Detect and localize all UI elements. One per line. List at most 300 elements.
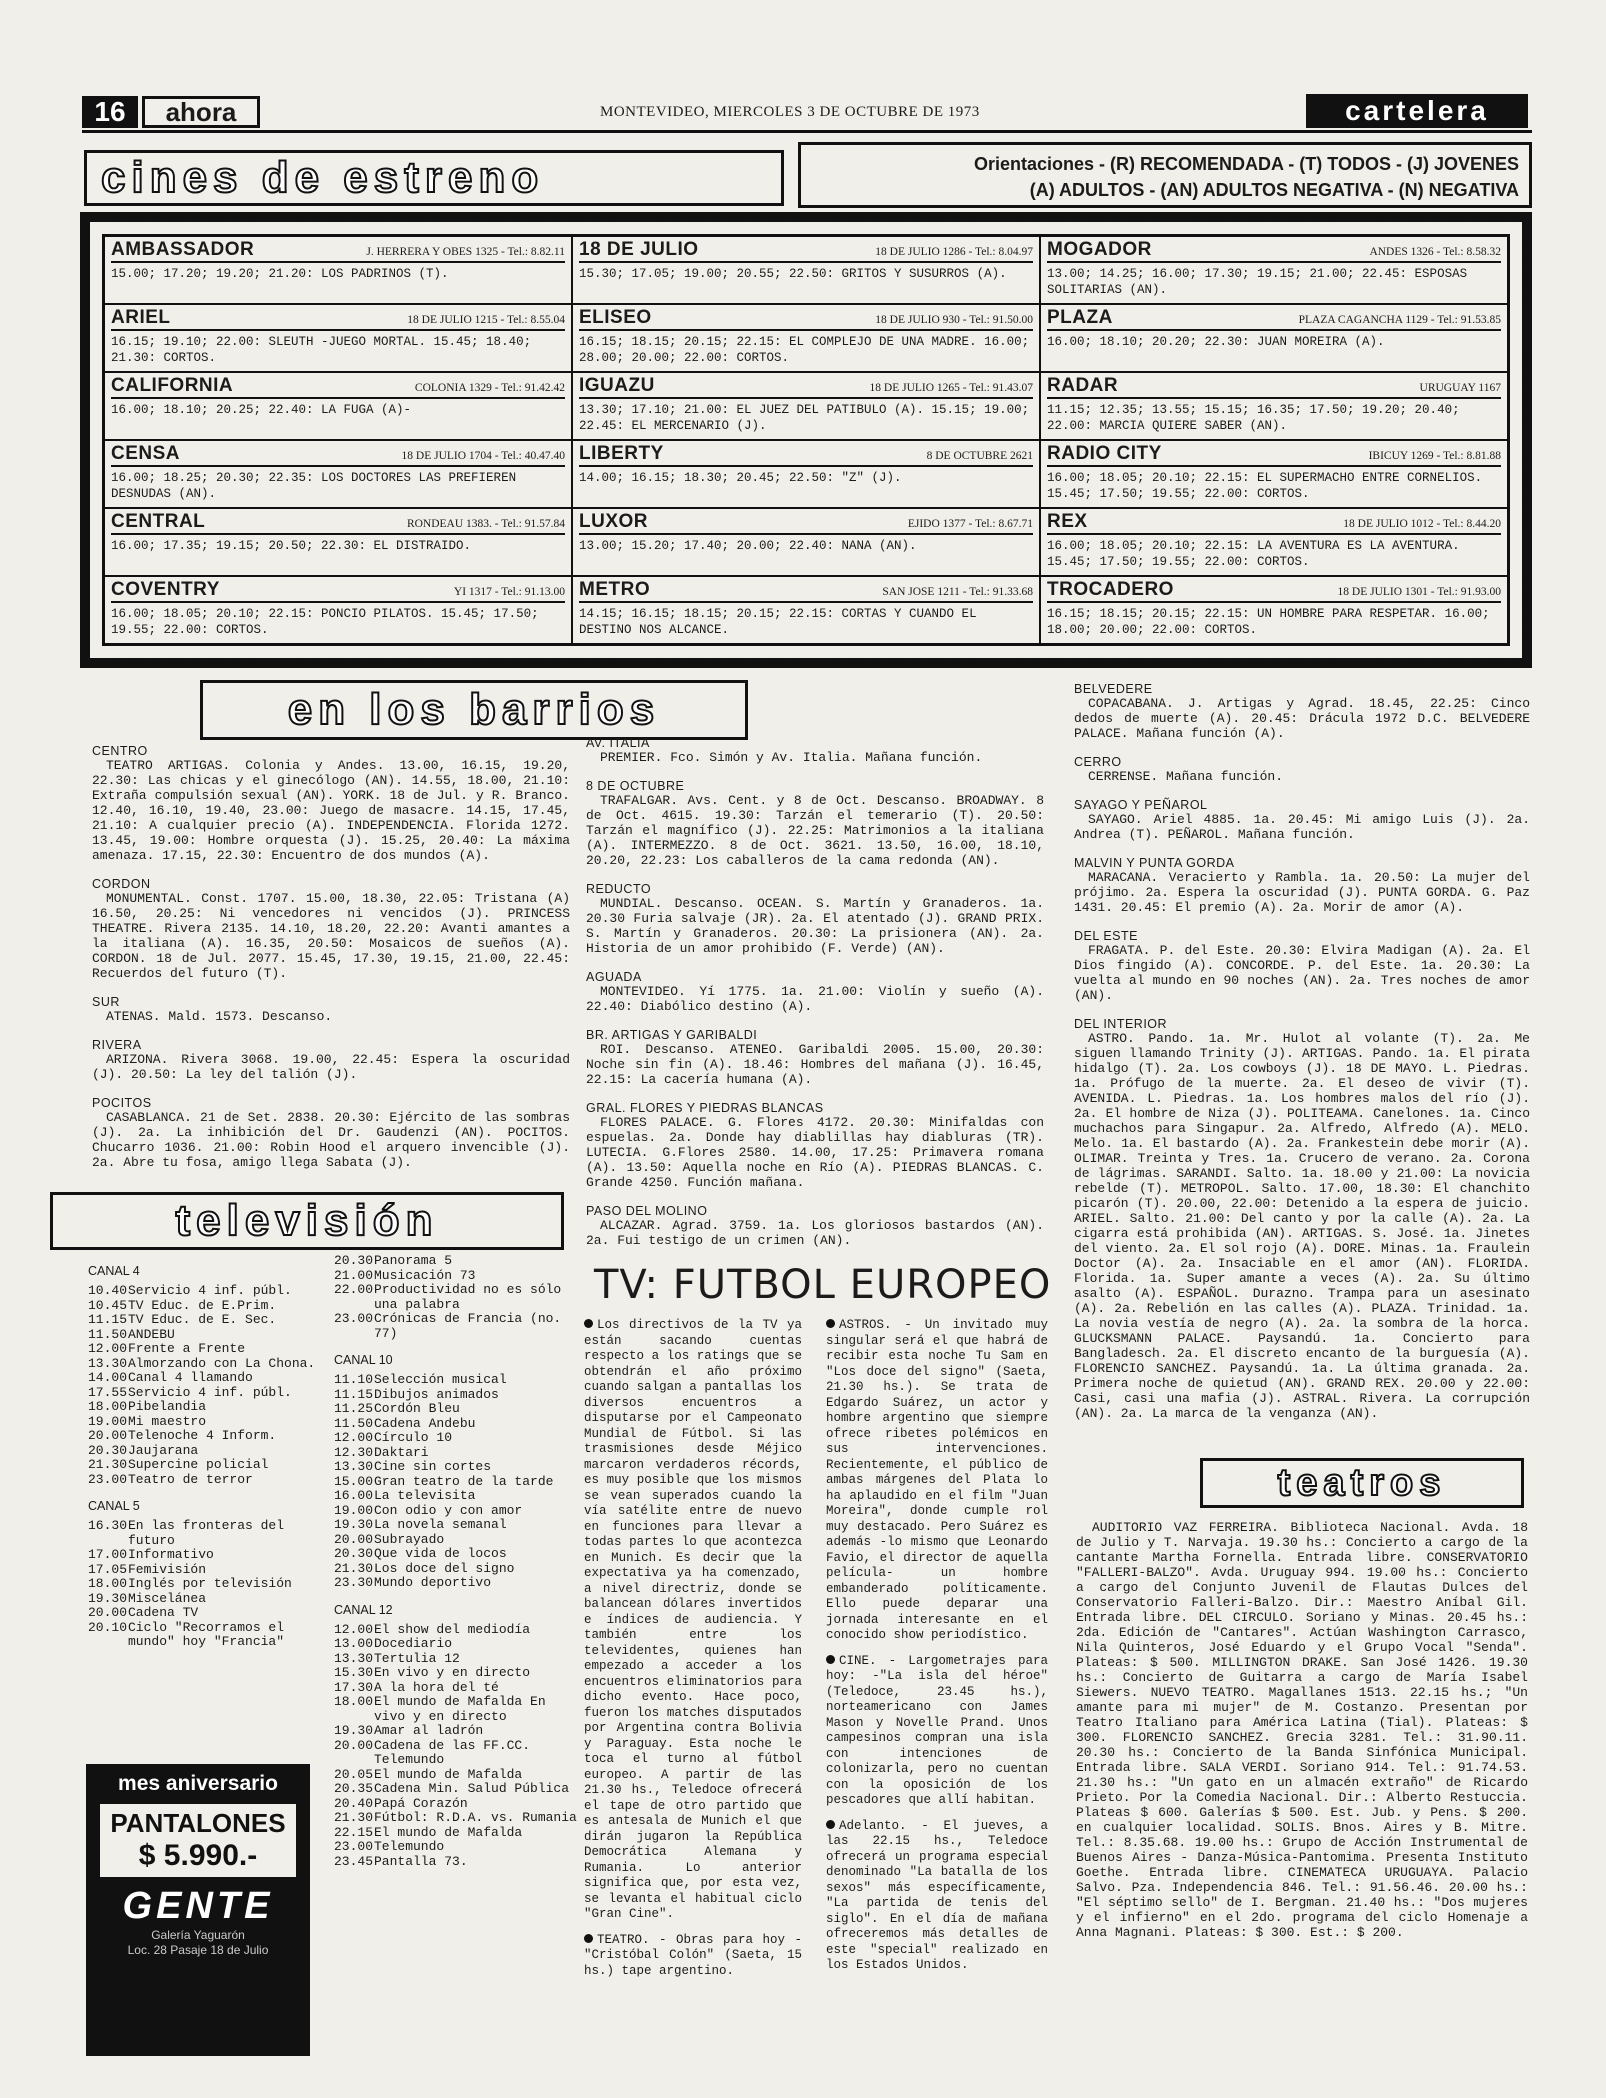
tv-time: 11.25 <box>334 1401 374 1416</box>
tv-program: ANDEBU <box>128 1326 175 1342</box>
ad-brand-logo: GENTE <box>122 1885 274 1927</box>
tv-program: Cadena Min. Salud Pública <box>374 1781 570 1796</box>
tv-schedule-row <box>88 1415 324 1430</box>
cinema-cell <box>104 576 572 644</box>
tv-program: Papá Corazón <box>374 1795 468 1811</box>
district-heading: AGUADA <box>586 970 642 984</box>
district-heading: DEL INTERIOR <box>1074 1017 1168 1031</box>
cinema-showtimes: 16.15; 18.15; 20.15; 22.15: EL COMPLEJO DE UNA MADRE. 16.00; 28.00; 20.00; 22.00: CORTOS. <box>579 335 1030 365</box>
tv-time: 13.30 <box>334 1650 374 1666</box>
tv-time: 21.00 <box>334 1267 374 1283</box>
tv-schedule-row <box>88 1458 324 1473</box>
orientaciones-line: Orientaciones - (R) RECOMENDADA - (T) TODOS - (J) JOVENES <box>973 154 1519 174</box>
tv-time: 19.00 <box>88 1413 128 1429</box>
cinema-address: IBICUY 1269 - Tel.: 8.81.88 <box>1368 450 1501 462</box>
cinema-cell <box>572 576 1040 644</box>
district-heading: RIVERA <box>92 1038 142 1052</box>
tv-time: 16.00 <box>334 1488 374 1503</box>
tv-time: 17.05 <box>88 1561 128 1577</box>
tv-program: Amar al ladrón <box>374 1723 484 1738</box>
cinema-name: ARIEL <box>111 307 171 328</box>
district-heading: SAYAGO Y PEÑAROL <box>1074 798 1208 812</box>
cinema-cell <box>104 372 572 440</box>
tv-schedule-row <box>88 1400 324 1415</box>
teatros-listing: AUDITORIO VAZ FERREIRA. Biblioteca Nacional. Avda. 18 de Julio y T. Narvaja. 19.30 hs.: Concierto a cargo de la cantante Martha Fornella. Entrada libre. CONSERVATORIO "FALLERI-BALZO". Avda. Uruguay 994. 19.00 hs.: Concierto a cargo del Conjunto Juvenil de Flautas Dulces del Conservatorio Falleri-Balzo. Dir.: Maestro Aníbal Gil. Entrada libre. DEL CIRCULO. Soriano y Minas. 20.45 hs.: 2da. Edición de "Cantares". Actúan Washington Carrasco, Nila Quinteros, José Eduardo y el Grupo Vocal "Senda". Plateas: $ 500. MILLINGTON DRAKE. San José 1426. 19.30 hs.: Concierto de Guitarra a cargo de María Isabel Siewers. NUEVO TEATRO. Magallanes 1513. 22.15 hs.; "Un amante para mi mujer" de M. Costanzo. Presentan por Teatro Italiano para América Latina (Tial). Plateas: $ 300. FLORENCIO SANCHEZ. Grecia 3281. Tel.: 31.90.11. 20.30 hs.: Concierto de la Banda Sinfónica Municipal. Entrada libre. SALA VERDI. Soriano 914. Tel.: 91.74.53. 21.30 hs.: "Un gato en un almacén extraño" de Ricardo Prieto. Por la Comedia Nacional. Dir.: Alberto Restuccia. Plateas $ 600. Galerías $ 500. Est. Jub. y Pens. $ 200. en cualquier localidad. SOLIS. Bnos. Aires y B. Mitre. Tel.: 8.35.68. 19.00 hs.: Grupo de Acción Instrumental de Buenos Aires - Danza-Música-Pantomima. Presenta Instituto Goethe. Entrada libre. CINEMATECA URUGUAYA. Palacio Salvo. Pza. Independencia 846. Tel.: 91.56.46. 20.00 hs.: "El séptimo sello" de I. Bergman. 21.40 hs.: "Dos mujeres y el infierno" en el 2do. programa del ciclo Homenaje a Anna Magnani. Plateas: $ 300. Est.: $ 200. <box>1076 1520 1528 1940</box>
tv-channel-heading: CANAL 10 <box>334 1353 393 1367</box>
tv-time: 21.30 <box>334 1560 374 1576</box>
cinema-name: CALIFORNIA <box>111 375 234 396</box>
tv-program: Teatro de terror <box>128 1471 253 1487</box>
district-listing: MONUMENTAL. Const. 1707. 15.00, 18.30, 22.05: Tristana (A) 16.50, 20.25: Ni vencedores ni vencidos (J). PRINCESS THEATRE. Rivera 2135. 14.10, 18.20, 22.20: Avanti amantes a la italiana (A). 16.35, 20.50: Mosaicos de sueños (A). CORDON. 18 de Jul. 2077. 15.45, 17.30, 19.15, 21.00, 22.45: Recuerdos del futuro (T). <box>92 891 570 981</box>
tv-time: 23.00 <box>334 1311 374 1326</box>
tv-schedule-row <box>334 1475 578 1490</box>
tv-schedule-row <box>334 1782 578 1797</box>
tv-program: Cadena TV <box>128 1605 199 1620</box>
cinema-showtimes: 16.00; 18.05; 20.10; 22.15: EL SUPERMACHO ENTRE CORNELIOS. 15.45; 17.50; 19.55; 22.00: CORTOS. <box>1047 471 1483 501</box>
district-listing: MONTEVIDEO. Yí 1775. 1a. 21.00: Violín y sueño (A). 22.40: Diabólico destino (A). <box>586 984 1044 1014</box>
cinema-address: COLONIA 1329 - Tel.: 91.42.42 <box>414 382 565 394</box>
tv-time: 13.30 <box>88 1355 128 1371</box>
tv-program: Productividad no es sólo una palabra <box>374 1282 562 1312</box>
district-heading: BELVEDERE <box>1074 682 1153 696</box>
tv-schedule-row <box>334 1489 578 1504</box>
tv-time: 17.55 <box>88 1384 128 1400</box>
tv-program: Cadena Andebu <box>374 1415 476 1431</box>
tv-time: 13.30 <box>334 1459 374 1474</box>
tv-time: 23.00 <box>334 1839 374 1854</box>
news-text: TEATRO. - Obras para hoy -"Cristóbal Colón" (Saeta, 15 hs.) tape argentino. <box>584 1932 802 1978</box>
news-paragraph <box>584 1933 802 1980</box>
tv-schedule-row <box>334 1504 578 1519</box>
tv-time: 11.15 <box>334 1386 374 1402</box>
cinema-address: YI 1317 - Tel.: 91.13.00 <box>453 586 565 598</box>
district-listing: FLORES PALACE. G. Flores 4172. 20.30: Minifaldas con espuelas. 2a. Donde hay diablillas hay diabluras (TR). LUTECIA. G.Flores 2580. 14.00, 17.25: Primavera romana (A). 13.50: Aquella noche en Río (A). PIEDRAS BLANCAS. C. Grande 4250. Función mañana. <box>586 1115 1044 1190</box>
tv-time: 20.40 <box>334 1795 374 1811</box>
tv-program: TV Educ. de E.Prim. <box>128 1297 277 1313</box>
tv-time: 20.30 <box>334 1253 374 1268</box>
news-paragraph <box>584 1318 802 1923</box>
tv-schedule-row <box>88 1371 324 1386</box>
tv-program: Cine sin cortes <box>374 1459 492 1474</box>
tv-time: 19.30 <box>88 1590 128 1606</box>
cinema-showtimes: 11.15; 12.35; 13.55; 15.15; 16.35; 17.50; 19.20; 20.40; 22.00: MARCIA QUIERE SABER (AN). <box>1047 403 1460 433</box>
district-heading: DEL ESTE <box>1074 929 1138 943</box>
district-listing: FRAGATA. P. del Este. 20.30: Elvira Madigan (A). 2a. El Dios fingido (A). CONCORDE. P. del Este. 1a. 20.30: La vuelta al mundo en 90 noches (AN). 2a. Tres noches de amor (AN). <box>1074 943 1530 1003</box>
cinema-showtimes: 15.30; 17.05; 19.00; 20.55; 22.50: GRITOS Y SUSURROS (A). <box>579 267 1007 281</box>
tv-time: 15.30 <box>334 1665 374 1680</box>
cinema-cell <box>104 304 572 372</box>
tv-program: El mundo de Mafalda En vivo y en directo <box>374 1694 546 1724</box>
tv-program: Femivisión <box>128 1561 207 1577</box>
ad-location <box>86 1928 310 1958</box>
ad-headline: mes aniversario <box>118 1772 278 1795</box>
tv-program: Fútbol: R.D.A. vs. Rumania <box>374 1810 577 1825</box>
district-listing: TEATRO ARTIGAS. Colonia y Andes. 13.00, 16.15, 19.20, 22.30: Las chicas y el ginecólogo (AN). 14.55, 18.00, 21.10: Extraña compulsión sexual (AN). YORK. 18 de Jul. y R. Branco. 12.40, 16.10, 19.40, 23.00: Juego de masacre. 14.15, 17.45, 21.10: A cualquier precio (A). INDEPENDENCIA. Florida 1272. 13.45, 19.00: Hombre orquesta (J). 15.25, 20.40: La máxima amenaza. 17.15, 22.30: Encuentro de dos mundos (A). <box>92 758 570 863</box>
cinema-cell <box>572 440 1040 508</box>
cinema-address: PLAZA CAGANCHA 1129 - Tel.: 91.53.85 <box>1298 314 1501 326</box>
tv-program: Subrayado <box>374 1531 445 1547</box>
tv-schedule-row <box>334 1402 578 1417</box>
bullet-icon <box>584 1934 593 1943</box>
cinema-cell-head <box>1047 579 1501 603</box>
cinema-cell <box>572 304 1040 372</box>
cinema-address: URUGUAY 1167 <box>1419 382 1501 394</box>
tv-time: 20.05 <box>334 1766 374 1782</box>
tv-schedule-row <box>88 1429 324 1444</box>
district-listing: TRAFALGAR. Avs. Cent. y 8 de Oct. Descanso. BROADWAY. 8 de Oct. 4615. 19.30: Tarzán el temerario (T). 20.50: Tarzán el magnífico (J). 22.25: Matrimonios a la italiana (A). INTERMEZZO. 8 de Oct. 3621. 13.50, 16.00, 18.10, 20.20, 22.23: Los caballeros de la cama redonda (AN). <box>586 793 1044 868</box>
cinema-cell <box>1040 372 1508 440</box>
dateline: MONTEVIDEO, MIERCOLES 3 DE OCTUBRE DE 1973 <box>600 104 980 120</box>
tv-schedule-row <box>334 1739 578 1768</box>
tv-program: Que vida de locos <box>374 1546 507 1561</box>
district-heading: AV. ITALIA <box>586 736 650 750</box>
cinema-listing-grid <box>80 212 1532 668</box>
futbol-column <box>826 1318 1048 1984</box>
tv-schedule-row <box>88 1357 324 1372</box>
tv-time: 20.10 <box>88 1619 128 1635</box>
district-listing: CERRENSE. Mañana función. <box>1088 769 1284 784</box>
tv-schedule-row <box>88 1563 324 1578</box>
tv-schedule-row <box>334 1431 578 1446</box>
cinema-cell-head <box>111 579 565 603</box>
tv-time: 11.50 <box>88 1326 128 1342</box>
tv-program: Cordón Bleu <box>374 1401 460 1416</box>
cinema-cell <box>1040 440 1508 508</box>
cinema-address: J. HERRERA Y OBES 1325 - Tel.: 8.82.11 <box>366 246 565 258</box>
bullet-icon <box>584 1319 593 1328</box>
district-heading: CORDON <box>92 877 151 891</box>
cinema-cell-head <box>1047 239 1501 263</box>
cinema-address: SAN JOSE 1211 - Tel.: 91.33.68 <box>882 586 1033 598</box>
tv-program: Telemundo <box>374 1839 445 1854</box>
district-listing: ATENAS. Mald. 1573. Descanso. <box>106 1009 333 1024</box>
cinema-name: METRO <box>579 579 651 600</box>
tv-program: Inglés por televisión <box>128 1576 292 1591</box>
cinema-cell-head <box>1047 511 1501 535</box>
estreno-heading: cines de estreno <box>84 150 784 206</box>
tv-program: Docediario <box>374 1636 453 1651</box>
futbol-heading: TV: FUTBOL EUROPEO <box>594 1262 1052 1308</box>
tv-time: 18.00 <box>88 1576 128 1591</box>
tv-time: 11.15 <box>88 1312 128 1327</box>
district-listing: PREMIER. Fco. Simón y Av. Italia. Mañana función. <box>600 750 983 765</box>
tv-channel-heading: CANAL 12 <box>334 1602 393 1617</box>
gente-advertisement <box>86 1764 310 2056</box>
cinema-showtimes: 16.15; 18.15; 20.15; 22.15: UN HOMBRE PARA RESPETAR. 16.00; 18.00; 20.00; 22.00: CORTOS. <box>1047 607 1490 637</box>
tv-schedule-row <box>334 1840 578 1855</box>
district-listing: COPACABANA. J. Artigas y Agrad. 18.45, 22.25: Cinco dedos de muerte (A). 20.45: Drácula 1972 D.C. BELVEDERE PALACE. Mañana función (A). <box>1074 696 1530 741</box>
tv-schedule-row <box>334 1623 578 1638</box>
tv-time: 23.00 <box>88 1471 128 1487</box>
tv-time: 21.30 <box>88 1457 128 1472</box>
tv-time: 10.40 <box>88 1283 128 1298</box>
bullet-icon <box>826 1319 835 1328</box>
news-text: Los directivos de la TV ya están sacando cuentas respecto a los ratings que se obtendrán el año próximo cuando salgan a pantallas los diversos encuentros a disputarse por el Campeonato Mundial de Fútbol. Si las trasmisiones desde Méjico marcaron verdaderos récords, es muy posible que los mismos se vean superados cuando la vía satélite entre de nuevo en funciones para llevar a todas partes lo que acontezca en Munich. Es decir que la expectativa ya ha comenzado, a nivel directriz, donde se balancean dólares invertidos e índices de audiencia. Y también entre los televidentes, quienes han empezado a acceder a los encuentros eliminatorios para dicho evento. Hace poco, fueron los matches disputados por Argentina contra Bolivia y Paraguay. Esta noche le toca el turno al fútbol europeo. A partir de las 21.30 hs., Teledoce ofrecerá el tape de otro partido que es antesala de Munich el que dirán jugaron la República Democrática Alemana y Rumania. Lo anterior significa que, por esta vez, se levanta el habitual ciclo "Gran Cine". <box>584 1318 802 1921</box>
tv-schedule-row <box>334 1518 578 1533</box>
orientaciones-line: (A) ADULTOS - (AN) ADULTOS NEGATIVA - (N) NEGATIVA <box>1029 180 1519 200</box>
tv-schedule-row <box>88 1592 324 1607</box>
district-listing: ARIZONA. Rivera 3068. 19.00, 22.45: Espera la oscuridad (J). 20.50: La ley del talión (J). <box>92 1052 570 1082</box>
district-heading: POCITOS <box>92 1096 152 1110</box>
tv-time: 16.30 <box>88 1518 128 1533</box>
tv-time: 20.00 <box>88 1605 128 1620</box>
tv-program: La televisita <box>374 1488 476 1503</box>
tv-time: 20.00 <box>334 1737 374 1753</box>
cinema-name: RADIO CITY <box>1047 443 1162 464</box>
cinema-cell <box>104 236 572 304</box>
tv-time: 20.00 <box>88 1428 128 1443</box>
cinema-name: LUXOR <box>579 511 648 532</box>
tv-program: Tertulia 12 <box>374 1650 460 1666</box>
tv-time: 19.30 <box>334 1723 374 1738</box>
district-listing: MUNDIAL. Descanso. OCEAN. S. Martín y Granaderos. 1a. 20.30 Furia salvaje (JR). 2a. El atentado (J). GRAND PRIX. S. Martín y Granaderos. 20.30: La prisionera (AN). 2a. Historia de un amor prohibido (F. Verde) (AN). <box>586 896 1044 956</box>
tv-program: Mundo deportivo <box>374 1575 492 1590</box>
television-heading: televisión <box>50 1192 564 1250</box>
cinema-name: IGUAZU <box>579 375 655 396</box>
tv-time: 18.00 <box>334 1694 374 1709</box>
page-number: 16 <box>82 96 138 128</box>
tv-column <box>334 1254 578 1869</box>
tv-time: 19.00 <box>334 1502 374 1518</box>
futbol-column <box>584 1318 802 1989</box>
barrios-heading: en los barrios <box>200 680 748 740</box>
tv-schedule-row <box>88 1519 324 1548</box>
cinema-name: RADAR <box>1047 375 1119 396</box>
cinema-cell-head <box>579 579 1033 603</box>
tv-time: 11.10 <box>334 1372 374 1387</box>
news-text: ASTROS. - Un invitado muy singular será el que habrá de recibir esta noche Tu Sam en "Los doce del signo" (Saeta, 21.30 hs.). Se trata de Edgardo Suárez, un actor y hombre argentino que siempre ofrece ribetes polémicos en sus intervenciones. Recientemente, el público de ambas márgenes del Plata lo ha aplaudido en el film "Juan Moreira", donde cumple rol muy destacado. Pero Suárez es además -lo mismo que Leonardo Favio, el director de aquella película- un hombre embanderado políticamente. Ello puede deparar una jornada interesante en el conocido show periodístico. <box>826 1318 1048 1642</box>
cinema-cell <box>572 508 1040 576</box>
cinema-cell-head <box>1047 307 1501 331</box>
tv-schedule-row <box>334 1768 578 1783</box>
tv-program: Servicio 4 inf. públ. <box>128 1283 292 1298</box>
cinema-cell <box>104 508 572 576</box>
tv-schedule-row <box>334 1547 578 1562</box>
cinema-cell-head <box>579 443 1033 467</box>
tv-schedule-row <box>334 1417 578 1432</box>
tv-time: 17.00 <box>88 1547 128 1562</box>
tv-column <box>88 1252 324 1650</box>
tv-schedule-row <box>88 1444 324 1459</box>
tv-schedule-row <box>334 1533 578 1548</box>
tv-program: Los doce del signo <box>374 1560 515 1576</box>
cinema-name: MOGADOR <box>1047 239 1152 260</box>
cinema-cell-head <box>579 307 1033 331</box>
tv-time: 14.00 <box>88 1370 128 1385</box>
tv-schedule-row <box>334 1460 578 1475</box>
cinema-cell-head <box>1047 443 1501 467</box>
tv-time: 23.30 <box>334 1575 374 1590</box>
tv-schedule-row <box>334 1373 578 1388</box>
cinema-name: TROCADERO <box>1047 579 1174 600</box>
cinema-address: ANDES 1326 - Tel.: 8.58.32 <box>1369 246 1501 258</box>
district-heading: SUR <box>92 995 120 1009</box>
tv-schedule-row <box>334 1652 578 1667</box>
tv-channel-heading: CANAL 4 <box>88 1264 140 1278</box>
cinema-cell <box>1040 304 1508 372</box>
cinema-cell-head <box>579 375 1033 399</box>
tv-schedule-row <box>334 1666 578 1681</box>
cinema-address: 18 DE JULIO 1012 - Tel.: 8.44.20 <box>1343 518 1501 530</box>
cinema-showtimes: 16.15; 19.10; 22.00: SLEUTH -JUEGO MORTAL. 15.45; 18.40; 21.30: CORTOS. <box>111 335 532 365</box>
cinema-name: AMBASSADOR <box>111 239 255 260</box>
ad-price: $ 5.990.- <box>138 1839 258 1872</box>
cinema-cell-head <box>111 307 565 331</box>
cinema-address: 18 DE JULIO 1704 - Tel.: 40.47.40 <box>401 450 565 462</box>
tv-schedule-row <box>334 1446 578 1461</box>
cinema-name: PLAZA <box>1047 307 1113 328</box>
tv-time: 10.45 <box>88 1297 128 1313</box>
tv-program: Musicación 73 <box>374 1267 476 1283</box>
cinema-showtimes: 13.00; 15.20; 17.40; 20.00; 22.40: NANA (AN). <box>579 539 917 553</box>
cinema-address: 18 DE JULIO 1215 - Tel.: 8.55.04 <box>407 314 565 326</box>
cinema-cell-head <box>111 443 565 467</box>
tv-time: 17.30 <box>334 1679 374 1695</box>
district-heading: 8 DE OCTUBRE <box>586 779 685 793</box>
tv-program: El mundo de Mafalda <box>374 1824 523 1840</box>
tv-time: 19.30 <box>334 1517 374 1532</box>
tv-program: Ciclo "Recorramos el mundo" hoy "Francia" <box>128 1619 285 1649</box>
cinema-cell <box>1040 236 1508 304</box>
tv-program: La novela semanal <box>374 1517 507 1532</box>
district-heading: REDUCTO <box>586 882 652 896</box>
tv-program: Dibujos animados <box>374 1386 499 1402</box>
cinema-name: REX <box>1047 511 1088 532</box>
district-heading: MALVIN Y PUNTA GORDA <box>1074 856 1235 870</box>
district-listing: ASTRO. Pando. 1a. Mr. Hulot al volante (T). 2a. Me siguen llamando Trinity (J). ARTIGAS. Pando. 1a. El pirata hidalgo (T). 2a. Los cowboys (J). 18 DE MAYO. L. Piedras. 1a. Prófugo de la muerte. 2a. El deseo de vivir (T). AVENIDA. L. Piedras. 1a. Los hombres malos del río (J). 2a. El hombre de Niza (J). POLITEAMA. Canelones. 1a. Cinco muchachos para Singapur. 2a. Alfredo, Alfredo (A). MELO. Melo. 1a. El bastardo (A). 2a. Frankestein debe morir (A). OLIMAR. Treinta y Tres. 1a. Crucero de verano. 2a. Corona de lágrimas. SARANDI. Salto. 1a. 18.00 y 21.00: La novicia rebelde (T). METROPOL. Salto. 17.00, 18.30: El chanchito picarón (T). 20.00, 22.00: Detenido a la espera de juicio. ARIEL. Salto. 21.00: Del canto y por la calle (A). 2a. La cigarra está prohibida (AN). ARTIGAS. S. José. 1a. Jinetes del viento. 2a. El sol rojo (A). DORE. Minas. 1a. Fraulein Doctor (A). 2a. Insaciable en el amor (AN). FLORIDA. Florida. 1a. Super amante a veces (A). 2a. Su último asalto (A). ESPAÑOL. Durazno. Trampa para un asesinato (A). 2a. Rebelión en las calles (A). PLAZA. Trinidad. 1a. La novia vestía de negro (A). 2a. la sombra de la horca. GLUCKSMANN PALACE. Paysandú. 1a. Concierto para Bangladesch. 2a. El discreto encanto de la burguesía (A). FLORENCIO SANCHEZ. Paysandú. 1a. La última granada. 2a. Primera noche de quietud (AN). GRAND REX. 20.00 y 22.00: Casi, casi una mafia (J). ASTRAL. Rivera. La corrupción (AN). 2a. La marca de la venganza (AN). <box>1074 1031 1530 1421</box>
cinema-cell-head <box>111 239 565 263</box>
cinema-cell <box>1040 508 1508 576</box>
cinema-showtimes: 14.15; 16.15; 18.15; 20.15; 22.15: CORTAS Y CUANDO EL DESTINO NOS ALCANCE. <box>579 607 977 637</box>
cinema-cell-head <box>111 511 565 535</box>
ad-location-line: Loc. 28 Pasaje 18 de Julio <box>127 1943 269 1957</box>
tv-schedule-row <box>334 1811 578 1826</box>
district-heading: CERRO <box>1074 755 1122 769</box>
tv-schedule-row <box>88 1473 324 1488</box>
tv-program: Frente a Frente <box>128 1341 246 1356</box>
ad-location-line: Galería Yaguarón <box>151 1928 245 1942</box>
tv-time: 12.00 <box>88 1341 128 1356</box>
tv-program: El mundo de Mafalda <box>374 1766 523 1782</box>
cinema-name: CENTRAL <box>111 511 206 532</box>
cinema-name: 18 DE JULIO <box>579 239 699 260</box>
tv-schedule-row <box>88 1342 324 1357</box>
tv-time: 13.00 <box>334 1636 374 1651</box>
district-heading: PASO DEL MOLINO <box>586 1204 708 1218</box>
tv-schedule-row <box>334 1695 578 1724</box>
tv-program: Mi maestro <box>128 1413 207 1429</box>
news-text: Adelanto. - El jueves, a las 22.15 hs., Teledoce ofrecerá un programa especial denominado "La batalla de los sexos" más específicamente, "La partida de tenis del siglo". En el día de mañana ofreceremos más detalles de este "special" realizado en los Estados Unidos. <box>826 1818 1048 1972</box>
cinema-cell-head <box>1047 375 1501 399</box>
cinema-cell-head <box>579 239 1033 263</box>
tv-program: Jaujarana <box>128 1442 199 1458</box>
cinema-cell <box>572 372 1040 440</box>
tv-program: Crónicas de Francia (no. 77) <box>374 1311 562 1341</box>
cinema-address: 18 DE JULIO 930 - Tel.: 91.50.00 <box>875 314 1033 326</box>
tv-schedule-row <box>88 1284 324 1299</box>
tv-schedule-row <box>88 1606 324 1621</box>
tv-schedule-row <box>88 1328 324 1343</box>
cinema-showtimes: 14.00; 16.15; 18.30; 20.45; 22.50: "Z" (J). <box>579 471 902 485</box>
tv-schedule-row <box>334 1254 578 1269</box>
tv-time: 20.35 <box>334 1781 374 1796</box>
tv-program: Telenoche 4 Inform. <box>128 1428 277 1443</box>
ad-offer-box <box>100 1804 296 1877</box>
cinema-address: 8 DE OCTUBRE 2621 <box>926 450 1033 462</box>
cinema-address: 18 DE JULIO 1265 - Tel.: 91.43.07 <box>869 382 1033 394</box>
tv-schedule-row <box>334 1637 578 1652</box>
district-heading: CENTRO <box>92 744 148 758</box>
section-title: cartelera <box>1306 94 1528 128</box>
cinema-showtimes: 16.00; 18.05; 20.10; 22.15: PONCIO PILATOS. 15.45; 17.50; 19.55; 22.00: CORTOS. <box>111 607 539 637</box>
tv-time: 22.15 <box>334 1824 374 1840</box>
news-paragraph <box>826 1318 1048 1644</box>
cinema-cell <box>572 236 1040 304</box>
cinema-name: CENSA <box>111 443 181 464</box>
barrios-column <box>586 722 1044 1248</box>
newspaper-logo: ahora <box>142 96 260 128</box>
tv-time: 21.30 <box>334 1810 374 1825</box>
tv-program: TV Educ. de E. Sec. <box>128 1312 277 1327</box>
tv-schedule-row <box>88 1313 324 1328</box>
tv-schedule-row <box>334 1388 578 1403</box>
orientaciones-box <box>798 142 1532 208</box>
tv-program: Pantalla 73. <box>374 1853 468 1869</box>
tv-channel-heading: CANAL 5 <box>88 1499 140 1513</box>
district-listing: SAYAGO. Ariel 4885. 1a. 20.45: Mi amigo Luis (J). 2a. Andrea (T). PEÑAROL. Mañana función. <box>1074 812 1530 842</box>
district-heading: BR. ARTIGAS Y GARIBALDI <box>586 1028 758 1042</box>
ad-item: PANTALONES <box>110 1808 286 1838</box>
cinema-showtimes: 16.00; 18.05; 20.10; 22.15: LA AVENTURA ES LA AVENTURA. 15.45; 17.50; 19.55; 22.00: CORTOS. <box>1047 539 1460 569</box>
cinema-cell-head <box>111 375 565 399</box>
bullet-icon <box>826 1820 835 1829</box>
cinema-grid-inner <box>102 234 1510 646</box>
tv-schedule-row <box>334 1826 578 1841</box>
tv-program: Selección musical <box>374 1372 507 1387</box>
cinema-name: LIBERTY <box>579 443 664 464</box>
cinema-name: COVENTRY <box>111 579 220 600</box>
cinema-showtimes: 13.00; 14.25; 16.00; 17.30; 19.15; 21.00; 22.45: ESPOSAS SOLITARIAS (AN). <box>1047 267 1468 297</box>
tv-program: Gran teatro de la tarde <box>374 1473 554 1489</box>
tv-program: Canal 4 llamando <box>128 1370 253 1385</box>
barrios-column <box>1074 668 1530 1421</box>
cinema-showtimes: 16.00; 18.10; 20.25; 22.40: LA FUGA (A)- <box>111 403 412 417</box>
tv-program: Con odio y con amor <box>374 1502 523 1518</box>
tv-time: 12.30 <box>334 1444 374 1460</box>
cinema-showtimes: 13.30; 17.10; 21.00: EL JUEZ DEL PATIBULO (A). 15.15; 19.00; 22.45: EL MERCENARIO (J). <box>579 403 1030 433</box>
cinema-cell <box>1040 576 1508 644</box>
tv-schedule-row <box>334 1312 578 1341</box>
tv-time: 20.30 <box>88 1442 128 1458</box>
tv-program: El show del mediodía <box>374 1621 531 1637</box>
tv-program: Almorzando con La Chona. <box>128 1355 316 1371</box>
tv-schedule-row <box>88 1548 324 1563</box>
tv-program: En vivo y en directo <box>374 1665 531 1680</box>
district-listing: CASABLANCA. 21 de Set. 2838. 20.30: Ejército de las sombras (J). 2a. La inhibición del Dr. Gaudenzi (AN). POCITOS. Chucarro 1036. 21.00: Robin Hood el arquero invencible (J). 2a. Abre tu fosa, amigo llega Sabata (J). <box>92 1110 570 1170</box>
cinema-address: RONDEAU 1383. - Tel.: 91.57.84 <box>406 518 565 530</box>
tv-schedule-row <box>88 1621 324 1650</box>
district-listing: ALCAZAR. Agrad. 3759. 1a. Los gloriosos bastardos (AN). 2a. Fui testigo de un crimen (AN). <box>586 1218 1044 1248</box>
tv-schedule-row <box>88 1577 324 1592</box>
tv-time: 23.45 <box>334 1853 374 1869</box>
cinema-showtimes: 16.00; 18.25; 20.30; 22.35: LOS DOCTORES LAS PREFIEREN DESNUDAS (AN). <box>111 471 517 501</box>
district-heading: GRAL. FLORES Y PIEDRAS BLANCAS <box>586 1101 824 1115</box>
tv-time: 18.00 <box>88 1399 128 1414</box>
tv-program: Servicio 4 inf. públ. <box>128 1384 292 1400</box>
tv-schedule-row <box>334 1283 578 1312</box>
cinema-showtimes: 15.00; 17.20; 19.20; 21.20: LOS PADRINOS (T). <box>111 267 449 281</box>
tv-schedule-row <box>334 1724 578 1739</box>
